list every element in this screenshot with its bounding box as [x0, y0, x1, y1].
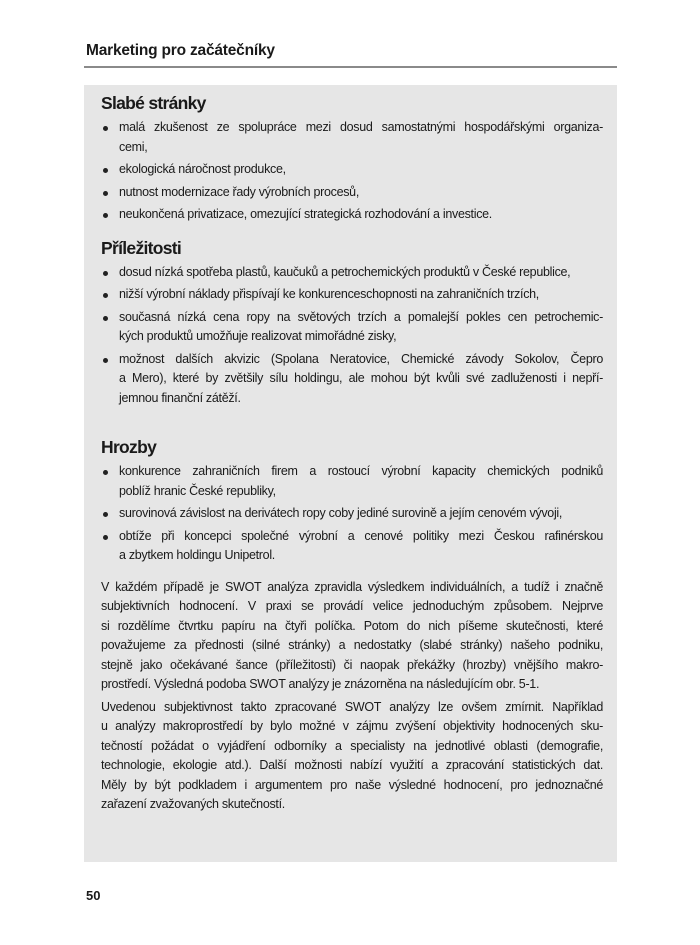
list-item: [101, 308, 603, 347]
text-line: poblíž hranic České republiky,: [119, 483, 276, 498]
list-item: [101, 462, 603, 501]
section-1: [101, 92, 603, 225]
text-line: Měly by být podkladem i argumentem pro naše výsledné hodnocení, pro jednoznačné: [101, 777, 603, 792]
text-line: subjektivních hodnocení. V praxi se provádí velice jednoduchým způsobem. Nejprve: [101, 599, 603, 613]
text-line: a Mero), které by zvětšily sílu holdingu, ale mohou být kvůli své zadluženosti i nepří-: [119, 371, 603, 385]
text-line: malá zkušenost ze spolupráce mezi dosud samostatnými hospodářskými organiza-: [119, 120, 603, 134]
text-line: současná nízká cena ropy na světových trzích a pomalejší pokles cen petrochemic-: [119, 309, 603, 324]
text-line: cemi,: [119, 139, 148, 154]
header-rule: [84, 66, 617, 68]
text-line: nutnost modernizace řady výrobních procesů,: [119, 184, 360, 199]
list-item: [101, 183, 603, 203]
text-line: tečností požádat o vyjádření odborníky a specialisty na jednotlivé oblasti (demografie,: [101, 738, 603, 753]
body-paragraph: [101, 578, 603, 695]
text-line: V každém případě je SWOT analýza zpravidla výsledkem individuálních, a tudíž i značně: [101, 579, 603, 594]
text-line: zařazení zvažovaných skutečností.: [101, 797, 285, 811]
list-item: [101, 160, 603, 180]
text-line: prostředí. Výsledná podoba SWOT analýzy je znázorněna na následujícím obr. 5-1.: [101, 677, 540, 691]
text-line: surovinová závislost na derivátech ropy coby jediné surovině a jejím cenovém vývoji,: [119, 506, 563, 520]
list-item: [101, 263, 603, 283]
section-heading: Hrozby: [101, 437, 157, 457]
text-line: stejně jako očekávané šance (příležitosti) či naopak překážky (hrozby) vnějšího makro-: [101, 657, 603, 672]
list-item: [101, 205, 603, 225]
list-item: [101, 118, 603, 157]
section-2: [101, 237, 603, 409]
text-line: nižší výrobní náklady přispívají ke konkurenceschopnosti na zahraničních trzích,: [119, 287, 539, 301]
text-line: u analýzy makroprostředí by bylo možné v zájmu zvýšení objektivity hodnocených sku-: [101, 719, 603, 733]
text-line: jemnou finanční zátěží.: [119, 390, 241, 405]
box-content: [101, 92, 603, 818]
text-line: dosud nízká spotřeba plastů, kaučuků a petrochemických produktů v České republice,: [119, 264, 571, 279]
bullet-list: [101, 118, 603, 225]
text-line: Uvedenou subjektivnost takto zpracované SWOT analýzy lze ovšem zmírnit. Například: [101, 699, 603, 714]
list-item: [101, 285, 603, 305]
list-item: [101, 350, 603, 409]
text-line: obtíže při koncepci společné výrobní a cenové politiky mezi Českou rafinérskou: [119, 528, 603, 543]
text-line: a zbytkem holdingu Unipetrol.: [119, 548, 275, 562]
section-heading: Příležitosti: [101, 237, 182, 258]
section-3: [101, 436, 603, 566]
text-line: si rozdělíme čtvrtku papíru na čtyři políčka. Potom do nich píšeme skutečnosti, které: [101, 618, 603, 633]
list-item: [101, 504, 603, 524]
text-line: neukončená privatizace, omezující strategická rozhodování a investice.: [119, 207, 492, 221]
text-line: konkurence zahraničních firem a rostoucí výrobní kapacity chemických podniků: [119, 464, 603, 478]
section-heading: Slabé stránky: [101, 93, 206, 113]
list-item: [101, 527, 603, 566]
page-number: 50: [86, 888, 101, 903]
running-head-title: Marketing pro začátečníky: [86, 42, 275, 59]
body-paragraph: [101, 698, 603, 815]
text-line: považujeme za přednosti (silné stránky) a nedostatky (slabé stránky) našeho podniku,: [101, 638, 603, 652]
text-line: možnost dalších akvizic (Spolana Neratovice, Chemické závody Sokolov, Čepro: [119, 351, 603, 366]
bullet-list: [101, 462, 603, 566]
text-line: technologie, ekologie atd.). Další možnosti nabízí využití a zpracování statistických dat.: [101, 758, 603, 772]
bullet-list: [101, 263, 603, 409]
text-line: kých produktů umožňuje realizovat mimořádné zisky,: [119, 329, 397, 343]
text-line: ekologická náročnost produkce,: [119, 162, 286, 176]
